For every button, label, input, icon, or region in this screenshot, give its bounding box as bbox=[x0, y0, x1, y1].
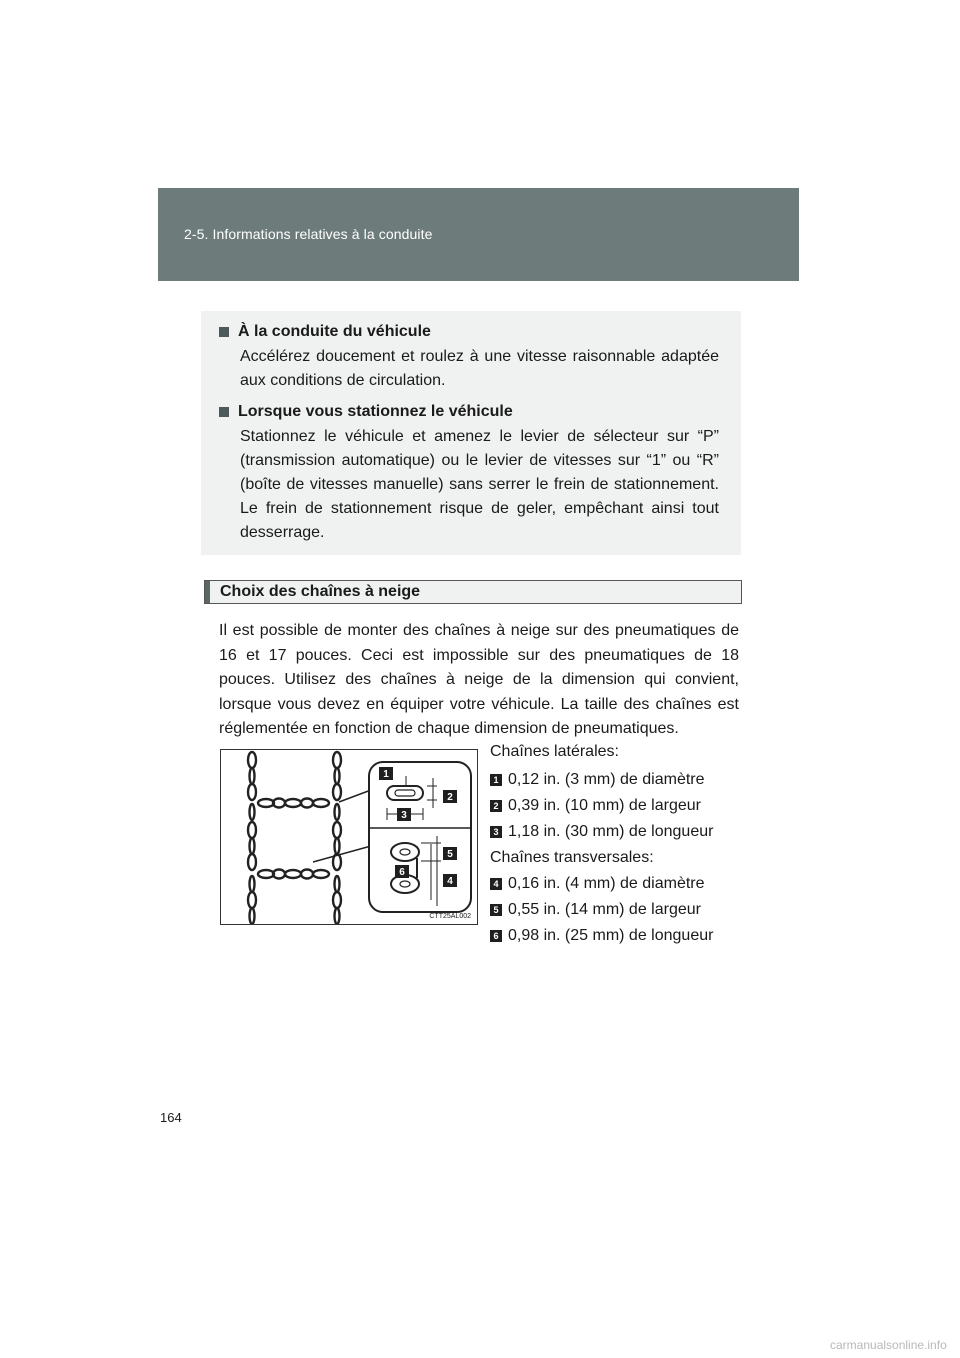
spec-row bbox=[490, 901, 701, 919]
note-body: Stationnez le véhicule et amenez le levier de sélecteur sur “P” (transmission automatique) ou le levier de vitesses sur “1” ou “R” (boîte de vitesses manuelle) sans serrer le frein de stationnement. Le frein de stationnement risque de geler, empêchant ainsi tout desserrage. bbox=[240, 428, 719, 541]
note-heading: À la conduite du véhicule bbox=[238, 323, 431, 340]
square-bullet-icon bbox=[219, 407, 229, 417]
section-title-bar bbox=[204, 580, 742, 604]
spec-row bbox=[490, 927, 713, 945]
note-body: Accélérez doucement et roulez à une vitesse raisonnable adaptée aux conditions de circulation. bbox=[240, 348, 719, 389]
number-badge: 2 bbox=[490, 800, 502, 812]
callout-label: 1 bbox=[383, 769, 389, 780]
callout-label: 6 bbox=[399, 867, 405, 878]
spec-text: 0,16 in. (4 mm) de diamètre bbox=[508, 875, 705, 892]
callout-label: 5 bbox=[447, 849, 453, 860]
section-title: Choix des chaînes à neige bbox=[220, 583, 421, 600]
callout-label: 3 bbox=[401, 810, 407, 821]
callout-label: 4 bbox=[447, 876, 453, 887]
section-marker bbox=[205, 581, 210, 603]
number-badge: 5 bbox=[490, 904, 502, 916]
spec-text: 0,55 in. (14 mm) de largeur bbox=[508, 901, 701, 918]
snow-chain-illustration bbox=[220, 749, 478, 925]
spec-text: 0,98 in. (25 mm) de longueur bbox=[508, 927, 714, 944]
note-heading: Lorsque vous stationnez le véhicule bbox=[238, 403, 513, 420]
watermark: carmanualsonline.info bbox=[830, 1338, 947, 1352]
page-number: 164 bbox=[160, 1110, 182, 1125]
number-badge: 3 bbox=[490, 826, 502, 838]
section-paragraph: Il est possible de monter des chaînes à neige sur des pneumatiques de 16 et 17 pouces. Ceci est impossible sur des pneumatiques de 18 pouces. Utilisez des chaînes à neige de la dimension qui convient, lorsque vous devez en équiper votre véhicule. La taille des chaînes est réglementée en fonction de chaque dimension de pneumatiques. bbox=[219, 622, 739, 737]
cross-chains-heading: Chaînes transversales: bbox=[490, 849, 654, 866]
note-driving bbox=[219, 321, 719, 393]
number-badge: 4 bbox=[490, 878, 502, 890]
callout-label: 2 bbox=[447, 792, 453, 803]
section-header-band bbox=[158, 188, 799, 281]
side-chains-heading: Chaînes latérales: bbox=[490, 743, 619, 760]
notes-box bbox=[201, 311, 741, 555]
section-header-title: 2-5. Informations relatives à la conduite bbox=[184, 226, 433, 242]
square-bullet-icon bbox=[219, 327, 229, 337]
spec-text: 0,39 in. (10 mm) de largeur bbox=[508, 797, 701, 814]
spec-text: 1,18 in. (30 mm) de longueur bbox=[508, 823, 714, 840]
spec-row bbox=[490, 875, 705, 893]
spec-row bbox=[490, 823, 713, 841]
number-badge: 6 bbox=[490, 930, 502, 942]
figure-code: CTT25AL002 bbox=[429, 913, 471, 920]
spec-row bbox=[490, 771, 705, 789]
note-parking bbox=[219, 401, 719, 545]
snow-chain-diagram bbox=[221, 750, 477, 924]
number-badge: 1 bbox=[490, 774, 502, 786]
spec-row bbox=[490, 797, 701, 815]
spec-text: 0,12 in. (3 mm) de diamètre bbox=[508, 771, 705, 788]
